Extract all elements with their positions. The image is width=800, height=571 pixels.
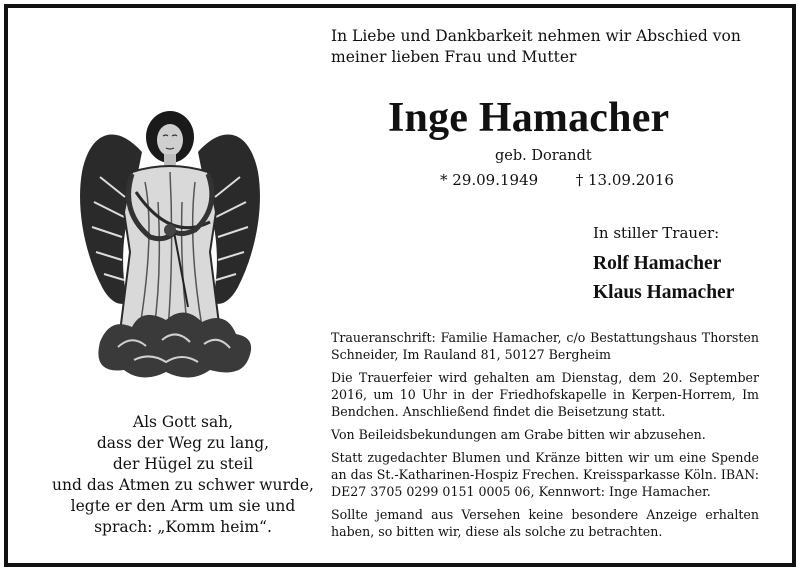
intro-line: In Liebe und Dankbarkeit nehmen wir Abschied von [331,27,741,45]
obituary-frame [4,4,796,567]
mourning-address: Traueranschrift: Familie Hamacher, c/o Bestattungshaus Thorsten Schneider, Im Rauland 81, 50127 Bergheim [331,330,759,362]
maiden-name: geb. Dorandt [495,148,592,164]
poem-line: legte er den Arm um sie und [70,497,296,515]
mourner-name: Klaus Hamacher [593,282,735,303]
life-dates [440,171,674,189]
poem [48,412,318,538]
death-date: 13.09.2016 [588,171,674,189]
poem-line: sprach: „Komm heim“. [94,518,272,536]
intro-text [331,26,761,68]
deceased-name: Inge Hamacher [388,95,670,141]
death-symbol: † [575,171,584,189]
condolence-note: Von Beileidsbekundungen am Grabe bitten wir abzusehen. [331,427,706,442]
birth-symbol: * [440,171,448,189]
mourner-name: Rolf Hamacher [593,253,722,274]
birth-date: 29.09.1949 [452,171,539,189]
poem-line: und das Atmen zu schwer wurde, [52,476,314,494]
closing-note: Sollte jemand aus Versehen keine besondere Anzeige erhalten haben, so bitten wir, diese als solche zu betrachten. [331,507,759,539]
notices [331,329,759,546]
poem-line: Als Gott sah, [132,413,234,431]
donation-note: Statt zugedachter Blumen und Kränze bitten wir um eine Spende an das St.-Katharinen-Hospiz Frechen. Kreissparkasse Köln. IBAN: DE27 3705 0299 0151 0005 06, Kennwort: Inge Hamacher. [331,450,759,499]
poem-line: dass der Weg zu lang, [96,434,270,452]
poem-line: der Hügel zu steil [112,455,254,473]
intro-line: meiner lieben Frau und Mutter [331,48,577,66]
mourners-label: In stiller Trauer: [593,224,720,242]
funeral-details: Die Trauerfeier wird gehalten am Dienstag, dem 20. September 2016, um 10 Uhr in der Friedhofskapelle in Kerpen-Horrem, Im Bendchen. Anschließend findet die Beisetzung statt. [331,370,759,419]
angel-statue-icon [70,102,270,382]
